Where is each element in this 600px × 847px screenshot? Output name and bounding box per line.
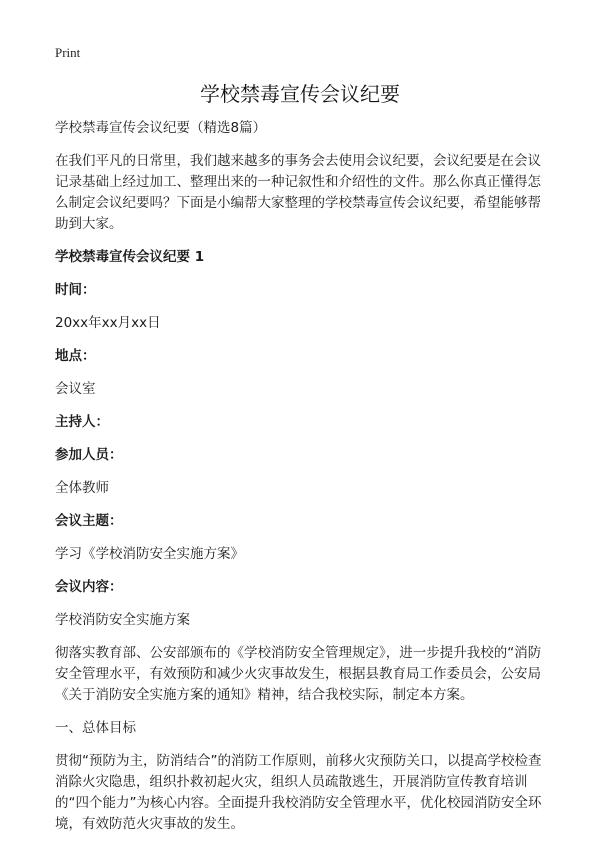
body-paragraph: 贯彻“预防为主，防消结合”的消防工作原则，前移火灾预防关口，以提高学校检查消除火灾隐患，组织扑救初起火灾，组织人员疏散逃生，开展消防宣传教育培训的“四个能力”为核心内容。全面提升我校消防安全管理水平，优化校园消防安全环境，有效防范火灾事故的发生。 (55, 753, 542, 832)
time-value: 20xx年xx月xx日 (55, 315, 161, 331)
time-label: 时间： (55, 282, 96, 298)
host-label: 主持人： (55, 414, 109, 430)
content-label: 会议内容： (55, 579, 123, 595)
place-value: 会议室 (55, 381, 96, 397)
topic-value: 学习《学校消防安全实施方案》 (55, 546, 244, 562)
attendees-value: 全体教师 (55, 480, 109, 496)
page-title: 学校禁毒宣传会议纪要 (200, 82, 400, 106)
goal-heading: 一、总体目标 (55, 720, 136, 736)
document-subtitle: 学校禁毒宣传会议纪要（精选8篇） (55, 120, 267, 136)
section-heading: 学校禁毒宣传会议纪要 1 (55, 249, 205, 265)
content-value: 学校消防安全实施方案 (55, 612, 190, 628)
body-paragraph: 彻落实教育部、公安部颁布的《学校消防安全管理规定》，进一步提升我校的“消防安全管理水平，有效预防和减少火灾事故发生，根据县教育局工作委员会，公安局《关于消防安全实施方案的通知》精神，结合我校实际，制定本方案。 (55, 645, 542, 703)
document-body (55, 118, 550, 847)
print-link[interactable]: Print (55, 45, 81, 60)
place-label: 地点： (55, 348, 96, 364)
attendees-label: 参加人员： (55, 447, 123, 463)
topic-label: 会议主题： (55, 513, 123, 529)
intro-paragraph: 在我们平凡的日常里，我们越来越多的事务会去使用会议纪要，会议纪要是在会议记录基础上经过加工、整理出来的一种记叙性和介绍性的文件。那么你真正懂得怎么制定会议纪要吗？下面是小编帮大家整理的学校禁毒宣传会议纪要，希望能够帮助到大家。 (55, 153, 541, 232)
